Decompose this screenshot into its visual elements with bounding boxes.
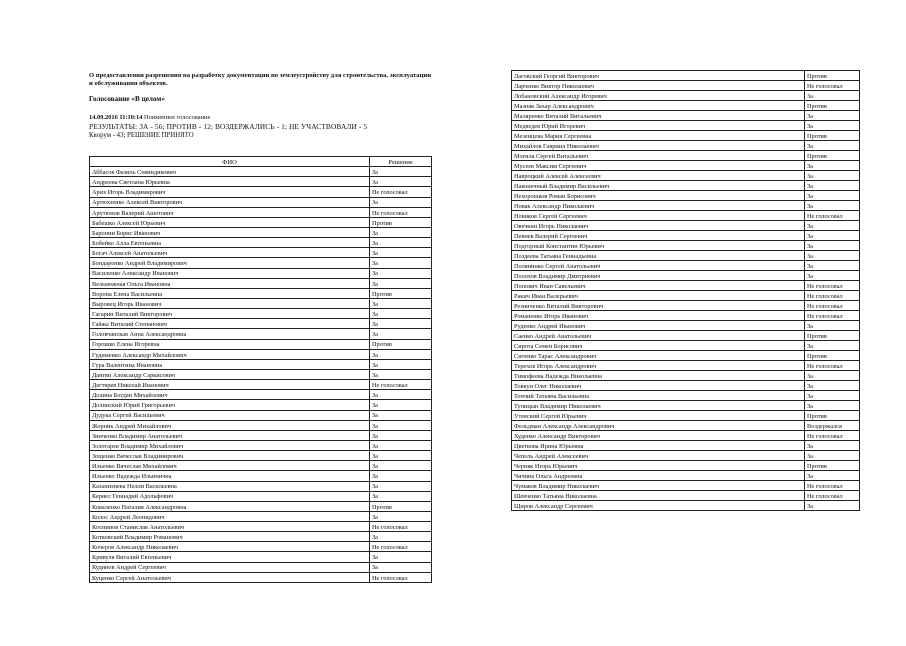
vote-decision: За [370, 268, 432, 278]
vote-decision: За [805, 501, 860, 511]
vote-decision: За [805, 381, 860, 391]
vote-decision: За [370, 359, 432, 369]
deputy-name: Василенко Александр Иванович [90, 268, 370, 278]
table-row [512, 401, 860, 411]
deputy-name: Гайжа Виталий Степанович [90, 319, 370, 329]
vote-decision: За [805, 401, 860, 411]
vote-decision: За [370, 420, 432, 430]
vote-decision: За [370, 177, 432, 187]
deputy-name: Худенко Александр Викторович [512, 431, 805, 441]
table-row [512, 231, 860, 241]
vote-decision: Против [805, 461, 860, 471]
deputy-name: Полянинко Сергей Анатольевич [512, 261, 805, 271]
table-row [90, 278, 432, 288]
table-row [90, 329, 432, 339]
table-row [90, 217, 432, 227]
table-row [512, 481, 860, 491]
table-row [512, 451, 860, 461]
vote-decision: За [805, 271, 860, 281]
deputy-name: Цветкова Ирина Юрьевна [512, 441, 805, 451]
table-row [512, 321, 860, 331]
vote-decision: За [370, 532, 432, 542]
table-row [90, 471, 432, 481]
table-row [512, 161, 860, 171]
vote-decision: За [805, 241, 860, 251]
document-header [89, 72, 434, 139]
table-row [90, 380, 432, 390]
vote-quorum: Кворум - 43; РЕШЕНИЕ ПРИНЯТО [89, 132, 194, 140]
deputy-name: Ворона Елена Васильевна [90, 288, 370, 298]
deputy-name: Горошко Елена Игоревна [90, 339, 370, 349]
table-row [512, 301, 860, 311]
deputy-name: Товкун Олег Николаевич [512, 381, 805, 391]
table-row [512, 491, 860, 501]
deputy-name: Арутюнов Валерий Ашотович [90, 207, 370, 217]
deputy-name: Ларченко Виктор Николаевич [512, 81, 805, 91]
deputy-name: Ситенко Тарас Александрович [512, 351, 805, 361]
vote-decision: За [370, 481, 432, 491]
deputy-name: Выровец Игорь Иванович [90, 298, 370, 308]
table-row [90, 167, 432, 177]
table-row [512, 261, 860, 271]
vote-decision: За [370, 390, 432, 400]
table-row [90, 390, 432, 400]
vote-decision: За [370, 238, 432, 248]
vote-decision: За [805, 171, 860, 181]
vote-decision: Против [805, 331, 860, 341]
deputy-name: Певнев Валерий Сергеевич [512, 231, 805, 241]
vote-decision: За [805, 221, 860, 231]
deputy-name: Нехорошков Роман Борисович [512, 191, 805, 201]
deputy-name: Полохов Владимир Дмитриевич [512, 271, 805, 281]
deputy-name: Тимофеева Надежда Николаевна [512, 371, 805, 381]
vote-decision: Не голосовал [370, 572, 432, 582]
session-line [89, 114, 434, 121]
deputy-name: Куценко Сергей Анатольевич [90, 572, 370, 582]
deputy-name: Гагарин Виталий Викторович [90, 309, 370, 319]
vote-decision: Против [370, 339, 432, 349]
vote-decision: Не голосовал [370, 187, 432, 197]
table-row [512, 281, 860, 291]
deputy-name: Щиров Александр Сергеевич [512, 501, 805, 511]
vote-decision: За [805, 251, 860, 261]
table-row [512, 371, 860, 381]
deputy-name: Ильенко Вячеслав Михайлович [90, 461, 370, 471]
vote-decision: За [805, 191, 860, 201]
vote-decision: За [805, 201, 860, 211]
vote-decision: Не голосовал [805, 361, 860, 371]
deputy-name: Арих Игорь Владимирович [90, 187, 370, 197]
table-row [90, 177, 432, 187]
table-row [90, 562, 432, 572]
table-row [90, 501, 432, 511]
vote-decision: Не голосовал [805, 481, 860, 491]
vote-decision: За [805, 321, 860, 331]
table-row [512, 391, 860, 401]
vote-subtitle: Голосование «В целом» [89, 95, 165, 104]
deputy-name: Сирота Семен Борисович [512, 341, 805, 351]
vote-decision: За [805, 341, 860, 351]
vote-decision: За [805, 441, 860, 451]
column-header-decision: Решение [370, 157, 432, 167]
deputy-name: Зинченко Владимир Анатольевич [90, 430, 370, 440]
table-row [512, 461, 860, 471]
table-row [90, 349, 432, 359]
vote-decision: За [370, 461, 432, 471]
deputy-name: Баронин Борис Иванович [90, 227, 370, 237]
deputy-name: Резниченко Виталий Викторович [512, 301, 805, 311]
table-row [90, 258, 432, 268]
deputy-name: Бобейко Алла Евгеньевна [90, 238, 370, 248]
vote-decision: За [805, 391, 860, 401]
deputy-name: Аббасов Фазиль Севиндикович [90, 167, 370, 177]
table-row [90, 309, 432, 319]
table-row [512, 191, 860, 201]
table-row [90, 572, 432, 582]
vote-decision: Против [370, 288, 432, 298]
deputy-name: Гудименко Александр Михайлович [90, 349, 370, 359]
deputy-name: Кривуля Виталий Евгеньевич [90, 552, 370, 562]
deputy-name: Бондаренко Андрей Владимирович [90, 258, 370, 268]
vote-decision: За [370, 248, 432, 258]
deputy-name: Лобановский Александр Игоревич [512, 91, 805, 101]
vote-decision: Против [370, 217, 432, 227]
deputy-name: Дудука Сергей Васильевич [90, 410, 370, 420]
table-row [512, 311, 860, 321]
vote-decision: Против [370, 501, 432, 511]
vote-decision: За [370, 440, 432, 450]
vote-decision: За [805, 181, 860, 191]
table-row [512, 211, 860, 221]
table-row [512, 471, 860, 481]
vote-decision: Не голосовал [805, 81, 860, 91]
deputy-name: Ракич Иван Валерьевич [512, 291, 805, 301]
deputy-name: Саенко Андрей Анатольевич [512, 331, 805, 341]
table-row [90, 410, 432, 420]
deputy-name: Лаговский Георгий Викторович [512, 71, 805, 81]
session-type: Поименное голосование [144, 114, 211, 122]
table-row [512, 71, 860, 81]
vote-decision: Не голосовал [805, 301, 860, 311]
table-row [90, 542, 432, 552]
table-row [512, 251, 860, 261]
table-row [512, 341, 860, 351]
vote-decision: За [370, 410, 432, 420]
table-header-row [90, 157, 432, 167]
deputy-name: Колос Андрей Леонидович [90, 511, 370, 521]
deputy-name: Долинский Юрий Григорьевич [90, 400, 370, 410]
votes-table-right [511, 70, 860, 511]
deputy-name: Андреева Светлана Юрьевна [90, 177, 370, 187]
vote-decision: За [370, 511, 432, 521]
vote-decision: Против [805, 411, 860, 421]
vote-decision: Воздержался [805, 421, 860, 431]
vote-decision: За [805, 111, 860, 121]
vote-decision: За [805, 161, 860, 171]
table-row [512, 131, 860, 141]
table-row [512, 411, 860, 421]
deputy-name: Чепель Андрей Алексеевич [512, 451, 805, 461]
table-row [512, 241, 860, 251]
deputy-name: Головчанская Анна Александровна [90, 329, 370, 339]
deputy-name: Новиков Сергей Сергеевич [512, 211, 805, 221]
vote-decision: За [370, 562, 432, 572]
votes-table-left-body [90, 167, 432, 583]
table-row [512, 181, 860, 191]
deputy-name: Маляренко Виталий Витальевич [512, 111, 805, 121]
table-row [512, 101, 860, 111]
table-row [512, 381, 860, 391]
table-row [512, 291, 860, 301]
deputy-name: Мусеев Максим Сергеевич [512, 161, 805, 171]
deputy-name: Руденко Андрей Иванович [512, 321, 805, 331]
deputy-name: Наконечный Владимир Васильевич [512, 181, 805, 191]
table-row [512, 201, 860, 211]
deputy-name: Мезенцева Мария Сергеевна [512, 131, 805, 141]
table-row [90, 451, 432, 461]
deputy-name: Долина Богдан Михайлович [90, 390, 370, 400]
vote-decision: За [370, 369, 432, 379]
table-row [90, 359, 432, 369]
vote-decision: За [805, 451, 860, 461]
vote-decision: За [370, 298, 432, 308]
deputy-name: Шевченко Татьяна Николаевна [512, 491, 805, 501]
table-row [90, 430, 432, 440]
deputy-name: Дангян Александр Саркисович [90, 369, 370, 379]
table-row [512, 111, 860, 121]
vote-decision: За [370, 309, 432, 319]
table-row [512, 121, 860, 131]
deputy-name: Могила Сергей Витальевич [512, 151, 805, 161]
vote-decision: За [370, 471, 432, 481]
deputy-name: Топчий Татьяна Васильевна [512, 391, 805, 401]
deputy-name: Овечкин Игорь Николаевич [512, 221, 805, 231]
deputy-name: Дегтярев Николай Иванович [90, 380, 370, 390]
vote-decision: За [370, 197, 432, 207]
vote-decision: Не голосовал [805, 211, 860, 221]
table-row [512, 351, 860, 361]
vote-decision: Против [805, 151, 860, 161]
vote-decision: Против [805, 351, 860, 361]
deputy-name: Подгорный Константин Юрьевич [512, 241, 805, 251]
vote-decision: За [370, 227, 432, 237]
deputy-name: Медведев Юрий Игоревич [512, 121, 805, 131]
deputy-name: Терехов Игорь Александрович [512, 361, 805, 371]
vote-decision: Не голосовал [805, 311, 860, 321]
table-row [90, 552, 432, 562]
table-row [512, 501, 860, 511]
vote-decision: Не голосовал [370, 542, 432, 552]
deputy-name: Коснинов Станислав Анатольевич [90, 522, 370, 532]
votes-table-right-body [512, 71, 860, 511]
table-row [512, 151, 860, 161]
deputy-name: Вельможная Ольга Ивановна [90, 278, 370, 288]
deputy-name: Михайлов Гавриил Николаевич [512, 141, 805, 151]
deputy-name: Бабешко Алексей Юрьевич [90, 217, 370, 227]
votes-table-left [89, 156, 432, 583]
vote-decision: За [370, 400, 432, 410]
deputy-name: Жорник Андрей Михайлович [90, 420, 370, 430]
table-row [512, 431, 860, 441]
vote-decision: Против [805, 101, 860, 111]
vote-decision: Против [805, 131, 860, 141]
vote-decision: За [370, 258, 432, 268]
vote-decision: Не голосовал [805, 491, 860, 501]
table-row [90, 420, 432, 430]
table-row [90, 227, 432, 237]
vote-decision: За [370, 451, 432, 461]
deputy-name: Утевский Сергей Юрьевич [512, 411, 805, 421]
table-row [90, 481, 432, 491]
vote-decision: За [805, 261, 860, 271]
deputy-name: Романенко Игорь Иванович [512, 311, 805, 321]
vote-decision: Не голосовал [370, 522, 432, 532]
deputy-name: Котковский Владимир Романович [90, 532, 370, 542]
deputy-name: Казаниэнева Нелли Васильевна [90, 481, 370, 491]
table-row [512, 421, 860, 431]
table-row [90, 248, 432, 258]
table-row [90, 238, 432, 248]
vote-decision: За [805, 141, 860, 151]
vote-decision: За [805, 91, 860, 101]
deputy-name: Навроцкий Алексей Алексеевич [512, 171, 805, 181]
vote-decision: За [370, 552, 432, 562]
vote-decision: За [370, 430, 432, 440]
table-row [90, 268, 432, 278]
table-row [512, 171, 860, 181]
vote-decision: За [370, 491, 432, 501]
table-row [512, 271, 860, 281]
table-row [512, 141, 860, 151]
vote-decision: Не голосовал [805, 291, 860, 301]
table-row [90, 298, 432, 308]
vote-decision: Не голосовал [370, 380, 432, 390]
table-row [90, 532, 432, 542]
table-row [90, 197, 432, 207]
deputy-name: Черняк Игорь Юрьевич [512, 461, 805, 471]
table-row [90, 511, 432, 521]
table-row [90, 491, 432, 501]
vote-results: РЕЗУЛЬТАТЫ: ЗА - 56; ПРОТИВ - 12; ВОЗДЕРЖАЛИСЬ - 1; НЕ УЧАСТВОВАЛИ - 5 [89, 122, 368, 132]
session-datetime: 14.09.2016 11:10:14 [89, 114, 143, 122]
deputy-name: Попович Иван Савельевич [512, 281, 805, 291]
deputy-name: Кочеров Александр Николаевич [90, 542, 370, 552]
deputy-name: Богач Алексей Анатольевич [90, 248, 370, 258]
vote-decision: За [805, 231, 860, 241]
table-row [90, 400, 432, 410]
table-row [512, 81, 860, 91]
table-row [90, 339, 432, 349]
deputy-name: Артюхзенко Алексей Викторович [90, 197, 370, 207]
document-title: О предоставлении разрешения на разработку документации по землеустройству для строительства, эксплуатации и обслуживания объектов. [89, 72, 431, 88]
deputy-name: Кернес Геннадий Адольфович [90, 491, 370, 501]
vote-decision: За [370, 349, 432, 359]
deputy-name: Новак Александр Николаевич [512, 201, 805, 211]
deputy-name: Коваленко Наталия Александровна [90, 501, 370, 511]
table-row [90, 288, 432, 298]
table-row [90, 319, 432, 329]
deputy-name: Кудинов Андрей Сергеевич [90, 562, 370, 572]
deputy-name: Фельдман Александр Александрович [512, 421, 805, 431]
table-row [512, 91, 860, 101]
deputy-name: Гура Валентина Ивановна [90, 359, 370, 369]
table-row [90, 207, 432, 217]
table-row [90, 461, 432, 471]
table-row [90, 187, 432, 197]
deputy-name: Мазняк Захар Александрович [512, 101, 805, 111]
deputy-name: Золотарев Владимир Михайлович [90, 440, 370, 450]
vote-decision: За [370, 329, 432, 339]
deputy-name: Чумаков Владимир Николаевич [512, 481, 805, 491]
vote-decision: За [805, 121, 860, 131]
vote-decision: Не голосовал [805, 281, 860, 291]
deputy-name: Чичина Ольга Андреевна [512, 471, 805, 481]
table-row [90, 369, 432, 379]
table-row [512, 441, 860, 451]
vote-decision: Не голосовал [805, 431, 860, 441]
deputy-name: Зощенко Вячеслав Владимирович [90, 451, 370, 461]
table-row [512, 361, 860, 371]
vote-decision: За [370, 278, 432, 288]
vote-decision: Против [805, 71, 860, 81]
table-row [512, 221, 860, 231]
table-row [512, 331, 860, 341]
column-header-name: ФИО [90, 157, 370, 167]
vote-decision: За [805, 371, 860, 381]
vote-decision: За [370, 319, 432, 329]
vote-decision: За [805, 471, 860, 481]
deputy-name: Тупицын Владимир Николаевич [512, 401, 805, 411]
table-row [90, 522, 432, 532]
vote-decision: За [370, 167, 432, 177]
vote-decision: Не голосовал [370, 207, 432, 217]
deputy-name: Поздеева Татьяна Геннадьевна [512, 251, 805, 261]
table-row [90, 440, 432, 450]
deputy-name: Ильенко Надежда Ильинична [90, 471, 370, 481]
